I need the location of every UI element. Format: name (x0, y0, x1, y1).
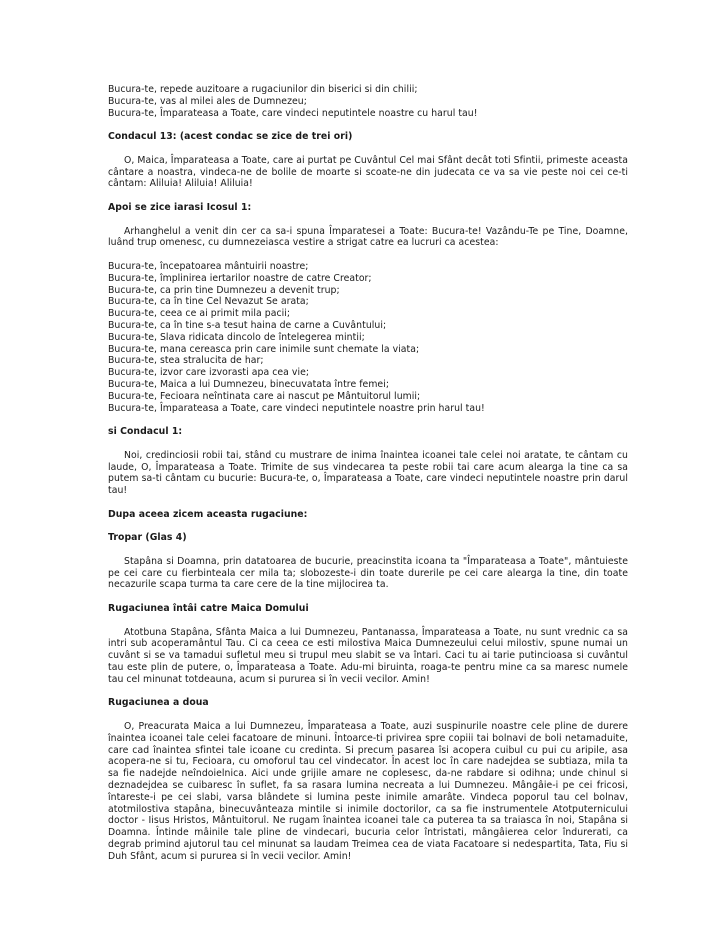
condac13-heading: Condacul 13: (acest condac se zice de trei ori) (108, 131, 353, 143)
dupa-heading: Dupa aceea zicem aceasta rugaciune: (108, 508, 308, 520)
bucura-line: Bucura-te, ca în tine Cel Nevazut Se arata; (108, 296, 309, 308)
bucura-line: Bucura-te, Maica a lui Dumnezeu, binecuvatata între femei; (108, 378, 390, 390)
bucura-line: Bucura-te, ca prin tine Dumnezeu a devenit trup; (108, 284, 340, 296)
rugaciunea1-text: Atotbuna Stapâna, Sfânta Maica a lui Dumnezeu, Pantanassa, Împarateasa a Toate, nu sunt vrednic ca sa intri sub acoperamântul Tau. Ci ca ceea ce esti milostiva Maica Dumnezeului celui milostiv, spune numai un cuvânt si se va tamadui sufletul meu si trupul meu slabit se va întari. Caci tu ai tarie putincioasa si cuvântul tau este plin de putere, o, Împarateasa a Toate. Adu-mi biruinta, roaga-te pentru mine ca sa maresc numele tau cel minunat totdeauna, acum si pururea si în vecii vecilor. Amin! (108, 626, 628, 685)
icos1-text: Arhanghelul a venit din cer ca sa-i spuna Împaratesei a Toate: Bucura-te! Vazându-Te pe Tine, Doamne, luând trup omenesc, cu dumnezeiasca vestire a strigat catre ea lucruri ca acestea: (108, 225, 628, 249)
condac13-text: O, Maica, Împarateasa a Toate, care ai purtat pe Cuvântul Cel mai Sfânt decât toti Sfintii, primeste aceasta cântare a noastra, vindeca-ne de bolile de moarte si scoate-ne din judecata ce va sa vie peste noi cei ce-ti cântam: Aliluia! Aliluia! Aliluia! (108, 154, 628, 190)
rugaciunea2-heading: Rugaciunea a doua (108, 697, 209, 709)
tropar-heading: Tropar (Glas 4) (108, 532, 187, 544)
bucura-line: Bucura-te, începatoarea mântuirii noastre; (108, 260, 309, 272)
bucura-line: Bucura-te, împlinirea iertarilor noastre de catre Creator; (108, 272, 372, 284)
bucura-lines (108, 261, 628, 414)
rugaciunea2-text: O, Preacurata Maica a lui Dumnezeu, Împarateasa a Toate, auzi suspinurile noastre cele pline de durere înaintea icoanei tale celei facatoare de minuni. Întoarce-ti privirea spre copiii tai bolnavi de boli netamaduite, care cad înaintea sfintei tale icoane cu credinta. Si precum pasarea îsi acopera cuibul cu pui cu aripile, asa acopera-ne si tu, Fecioara, cu omoforul tau cel vindecator. În acest loc în care nadejdea se subtiaza, mila ta sa fie nadejde neîndoielnica. Aici unde grijile amare ne coplesesc, da-ne rabdare si odihna; unde chinul si deznadejdea se cuibaresc în suflet, fa sa rasara lumina necreata a lui Dumnezeu. Mângâie-i pe cei fricosi, întareste-i pe cei slabi, varsa blândete si lumina peste inimile amarâte. Vindeca poporul tau cel bolnav, atotmilostiva stapâna, binecuvânteaza mintile si inimile doctorilor, ca sa fie instrumentele Atotputernicului doctor - Iisus Hristos, Mântuitorul. Ne rugam înaintea icoanei tale ca puterea ta sa traiasca în noi, Stapâna si Doamna. Întinde mâinile tale pline de vindecari, bucuria celor întristati, mângâierea celor îndurerati, ca degrab primind ajutorul tau cel minunat sa laudam Treimea cea de viata Facatoare si nedespartita, Tata, Fiu si Duh Sfânt, acum si pururea si în vecii vecilor. Amin! (108, 721, 628, 862)
bucura-line: Bucura-te, izvor care izvorasti apa cea vie; (108, 367, 310, 379)
intro-line: Bucura-te, repede auzitoare a rugaciunilor din biserici si din chilii; (108, 84, 418, 95)
intro-lines (108, 84, 628, 119)
condac1-heading: si Condacul 1: (108, 426, 183, 438)
bucura-line: Bucura-te, ceea ce ai primit mila pacii; (108, 308, 291, 320)
intro-line: Bucura-te, Împarateasa a Toate, care vindeci neputintele noastre cu harul tau! (108, 107, 478, 119)
bucura-line: Bucura-te, ca în tine s-a tesut haina de carne a Cuvântului; (108, 319, 387, 331)
condac1-text: Noi, credinciosii robii tai, stând cu mustrare de inima înaintea icoanei tale celei noi aratate, te cântam cu laude, O, Împarateasa a Toate. Trimite de sus vindecarea ta peste robii tai care acum alearga la tine ca sa putem sa-ti cântam cu bucurie: Bucura-te, o, Împarateasa a Toate, care vindeci neputintele noastre prin darul tau! (108, 449, 628, 497)
bucura-line: Bucura-te, Împarateasa a Toate, care vindeci neputintele noastre prin harul tau! (108, 402, 485, 414)
bucura-line: Bucura-te, Slava ridicata dincolo de întelegerea mintii; (108, 331, 365, 343)
intro-line: Bucura-te, vas al milei ales de Dumnezeu; (108, 95, 307, 107)
rugaciunea1-heading: Rugaciunea întâi catre Maica Domului (108, 603, 309, 615)
document-page (108, 84, 628, 874)
icos1-heading: Apoi se zice iarasi Icosul 1: (108, 201, 252, 213)
bucura-line: Bucura-te, mana cereasca prin care inimile sunt chemate la viata; (108, 343, 420, 355)
tropar-text: Stapâna si Doamna, prin datatoarea de bucurie, preacinstita icoana ta "Împarateasa a Toate", mântuieste pe cei care cu fierbinteala cer mila ta; slobozeste-i din toate durerile pe cei care alearga la tine, din toate necazurile scapa turma ta care cere de la tine mijlocirea ta. (108, 555, 628, 591)
bucura-line: Bucura-te, stea stralucita de har; (108, 355, 264, 367)
bucura-line: Bucura-te, Fecioara neîntinata care ai nascut pe Mântuitorul lumii; (108, 390, 421, 402)
